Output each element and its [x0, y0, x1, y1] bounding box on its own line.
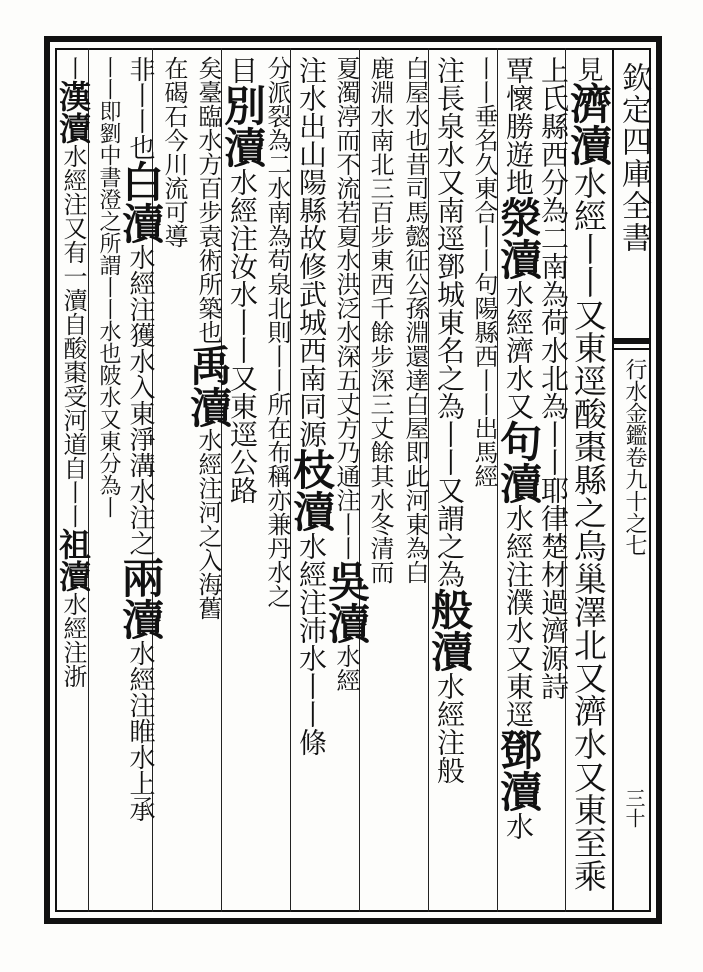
text-run: 東合丨丨: [470, 176, 498, 272]
text-run: 經: [470, 464, 498, 488]
text-column-d1: [363, 56, 397, 904]
text-run: 氏縣西分為二南為荷水北為丨丨耶律楚材過濟源詩: [537, 84, 570, 700]
text-run: 臺臨水方百步袁術所築也: [194, 80, 222, 344]
text-run: 河東為白: [401, 488, 429, 584]
text-run: 水經丨丨又東逕酸棗縣之烏巢澤北又濟水又東至乘: [569, 166, 608, 892]
text-column-b2: [467, 56, 501, 904]
fishtail-rule: [614, 348, 651, 350]
text-run: 水: [502, 812, 535, 840]
text-run: 丨丨即劉中書澄之所謂丨丨水也: [96, 56, 121, 364]
text-run: 經: [332, 668, 360, 692]
heading-term: 句瀆: [494, 420, 543, 504]
text-run: 所在布稱亦兼丹水之: [263, 392, 291, 608]
heading-term: 別瀆: [218, 84, 267, 168]
text-run: 白屋水也昔司馬懿征公孫淵還達白屋即此: [401, 56, 429, 488]
header-strip: [612, 48, 651, 912]
text-run: 水經注睢水上承: [125, 640, 155, 822]
text-run: 覃懷勝遊地: [502, 56, 535, 196]
text-run: 注水出山陽縣故修武城西南同源: [295, 56, 328, 448]
text-run: 目: [226, 56, 259, 84]
text-run: 丨: [59, 56, 87, 80]
text-run: 水經注浙: [59, 592, 87, 688]
text-run: 夏濁渟而不流若夏水洪泛水深五丈方乃通注丨丨: [332, 56, 360, 560]
text-run: 注長泉水又南逕鄧城東名之為丨丨又謂之為: [433, 56, 466, 588]
text-run: 水: [332, 644, 360, 668]
text-run: 矣: [194, 56, 222, 80]
text-column-h1: [54, 56, 92, 904]
text-column-f1: [218, 56, 267, 904]
text-run: 水經注汝水丨丨又東逕公路: [226, 168, 259, 504]
text-run: 水經濟水又: [502, 280, 535, 420]
text-run: 鹿淵水南北三百步東西千餘步深三丈餘其水冬清而: [366, 56, 394, 584]
text-column-b1: [494, 56, 543, 904]
text-run: 水經注濮水又東逕: [502, 504, 535, 728]
volume-label: 行水金鑑卷九十之七: [622, 358, 647, 556]
fishtail-mark: [614, 338, 651, 344]
text-column-e1: [287, 56, 336, 904]
text-column-a1: [564, 56, 613, 904]
text-run: 丨丨垂名久: [470, 56, 498, 176]
heading-term: 兩瀆: [116, 556, 165, 640]
text-run: 水經注般: [433, 672, 466, 784]
text-run: 非丨丨也: [125, 56, 155, 160]
heading-term: 濟瀆: [564, 82, 613, 166]
page-number: 三十: [622, 788, 646, 828]
text-column-c1: [425, 56, 474, 904]
heading-term: 祖瀆: [54, 528, 92, 592]
text-run: 在碣石今川流可導: [160, 56, 188, 248]
text-run: 水經注又有一瀆自酸棗受河道自丨丨: [59, 144, 87, 528]
text-column-g1: [116, 56, 165, 904]
text-run: 見: [573, 56, 603, 82]
text-run: 陂水又東分為丨: [96, 364, 121, 518]
heading-term: 白瀆: [116, 160, 165, 244]
text-column-g2: [93, 56, 123, 904]
text-column-f2: [184, 56, 233, 904]
column-rule: [88, 48, 89, 912]
heading-term: 枝瀆: [287, 448, 336, 532]
heading-term: 滎瀆: [494, 196, 543, 280]
text-column-c2: [398, 56, 432, 904]
heading-term: 般瀆: [425, 588, 474, 672]
text-run: 上: [537, 56, 570, 84]
text-run: 句陽縣西丨丨出馬: [470, 272, 498, 464]
text-run: 水經注沛水丨丨條: [295, 532, 328, 756]
book-title: 欽定四庫全書: [616, 62, 651, 254]
text-run: 水經注獲水入東淨溝水注之: [125, 244, 155, 556]
heading-term: 吳瀆: [322, 560, 371, 644]
text-run: 水經注河之入海舊: [194, 428, 222, 620]
heading-term: 鄧瀆: [494, 728, 543, 812]
heading-term: 禹瀆: [184, 344, 233, 428]
text-run: 分派裂為二水南為苟泉北則丨丨: [263, 56, 291, 392]
heading-term: 漢瀆: [54, 80, 92, 144]
text-column-e2: [260, 56, 294, 904]
